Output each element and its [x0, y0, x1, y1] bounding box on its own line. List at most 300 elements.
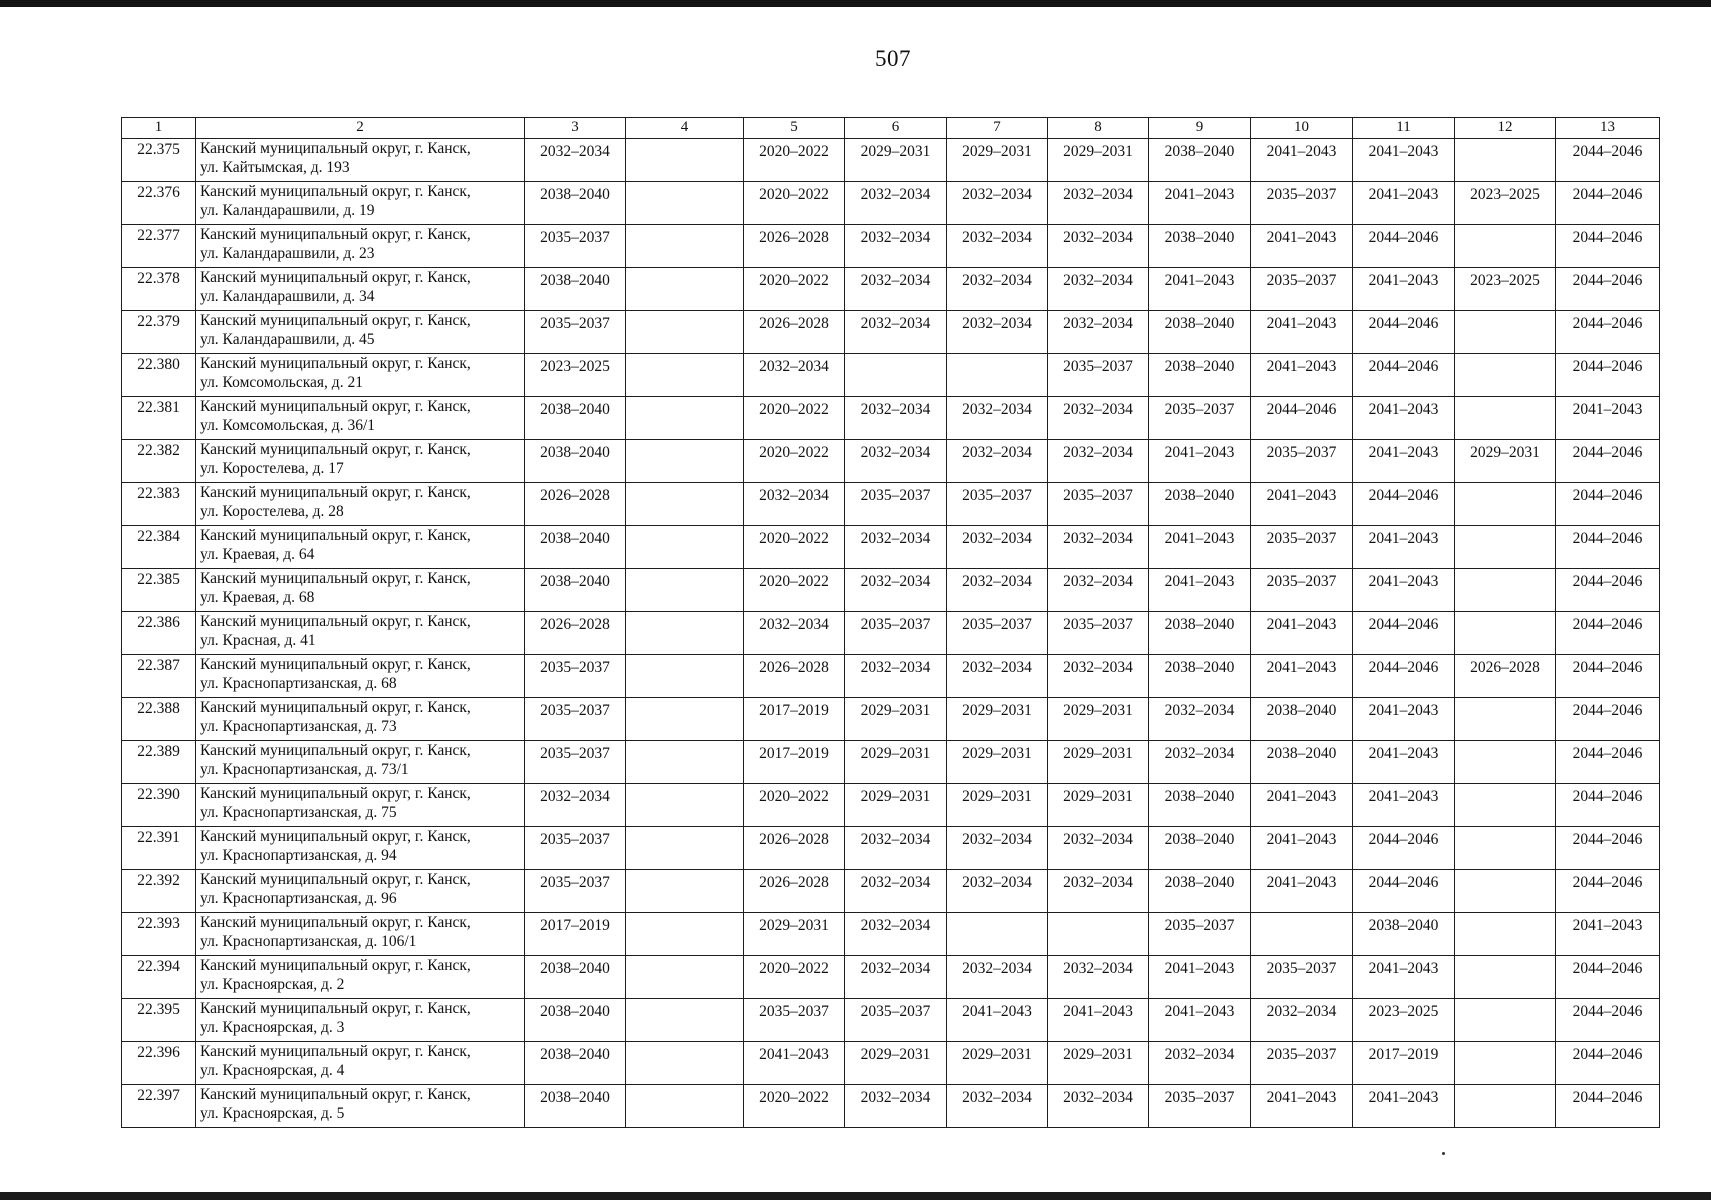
address-line-1: Канский муниципальный округ, г. Канск,: [200, 527, 471, 544]
period-cell-c6: 2032–2034: [845, 311, 947, 354]
period-cell-c9: 2035–2037: [1149, 397, 1251, 440]
period-cell-c4: [626, 311, 744, 354]
period-cell-c10: 2041–2043: [1251, 1085, 1353, 1128]
period-cell-c13: 2044–2046: [1556, 1042, 1660, 1085]
period-cell-c13: 2044–2046: [1556, 655, 1660, 698]
period-cell-c9: 2032–2034: [1149, 698, 1251, 741]
period-cell-c13: 2044–2046: [1556, 268, 1660, 311]
table-row: [122, 526, 1660, 569]
table-row: [122, 612, 1660, 655]
period-cell-c7: 2032–2034: [947, 655, 1048, 698]
period-cell-c5: 2020–2022: [744, 784, 845, 827]
table-row: [122, 956, 1660, 999]
period-cell-c13: 2044–2046: [1556, 870, 1660, 913]
period-cell-c8: 2032–2034: [1048, 397, 1149, 440]
address-line-2: ул. Краснопартизанская, д. 75: [200, 804, 397, 821]
address-cell: [196, 397, 525, 440]
period-cell-c6: 2032–2034: [845, 827, 947, 870]
period-cell-c5: 2032–2034: [744, 354, 845, 397]
period-cell-c10: 2041–2043: [1251, 612, 1353, 655]
address-line-2: ул. Красноярская, д. 5: [200, 1105, 345, 1122]
table-row: [122, 1085, 1660, 1128]
period-cell-c7: 2032–2034: [947, 870, 1048, 913]
period-cell-c9: 2041–2043: [1149, 440, 1251, 483]
period-cell-c10: 2041–2043: [1251, 870, 1353, 913]
period-cell-c6: 2032–2034: [845, 913, 947, 956]
period-cell-c3: 2026–2028: [525, 483, 626, 526]
period-cell-c12: [1455, 569, 1556, 612]
period-cell-c3: 2038–2040: [525, 526, 626, 569]
period-cell-c3: 2038–2040: [525, 268, 626, 311]
address-line-1: Канский муниципальный округ, г. Канск,: [200, 957, 471, 974]
period-cell-c10: 2035–2037: [1251, 526, 1353, 569]
period-cell-c8: 2032–2034: [1048, 225, 1149, 268]
period-cell-c7: 2032–2034: [947, 1085, 1048, 1128]
row-number-cell: 22.394: [122, 956, 196, 999]
period-cell-c5: 2020–2022: [744, 1085, 845, 1128]
address-line-1: Канский муниципальный округ, г. Канск,: [200, 441, 471, 458]
period-cell-c12: [1455, 1085, 1556, 1128]
address-line-2: ул. Краснопартизанская, д. 68: [200, 675, 397, 692]
period-cell-c5: 2020–2022: [744, 569, 845, 612]
table-row: [122, 698, 1660, 741]
address-line-1: Канский муниципальный округ, г. Канск,: [200, 742, 471, 759]
period-cell-c3: 2035–2037: [525, 741, 626, 784]
period-cell-c11: 2041–2043: [1353, 268, 1455, 311]
period-cell-c11: 2041–2043: [1353, 569, 1455, 612]
period-cell-c12: [1455, 139, 1556, 182]
address-cell: [196, 483, 525, 526]
address-line-1: Канский муниципальный округ, г. Канск,: [200, 355, 471, 372]
period-cell-c6: 2029–2031: [845, 698, 947, 741]
period-cell-c7: 2032–2034: [947, 311, 1048, 354]
period-cell-c10: 2041–2043: [1251, 827, 1353, 870]
address-cell: [196, 139, 525, 182]
period-cell-c9: 2041–2043: [1149, 526, 1251, 569]
period-cell-c12: [1455, 956, 1556, 999]
period-cell-c10: 2041–2043: [1251, 139, 1353, 182]
address-line-1: Канский муниципальный округ, г. Канск,: [200, 785, 471, 802]
period-cell-c11: 2044–2046: [1353, 225, 1455, 268]
row-number-cell: 22.395: [122, 999, 196, 1042]
page-number: 507: [875, 46, 911, 71]
period-cell-c9: 2038–2040: [1149, 139, 1251, 182]
table-row: [122, 999, 1660, 1042]
period-cell-c13: 2044–2046: [1556, 698, 1660, 741]
row-number-cell: 22.397: [122, 1085, 196, 1128]
period-cell-c7: 2032–2034: [947, 268, 1048, 311]
period-cell-c4: [626, 870, 744, 913]
period-cell-c5: 2035–2037: [744, 999, 845, 1042]
period-cell-c13: 2044–2046: [1556, 139, 1660, 182]
column-header: 5: [744, 118, 845, 139]
period-cell-c4: [626, 741, 744, 784]
table-row: [122, 311, 1660, 354]
period-cell-c5: 2020–2022: [744, 397, 845, 440]
period-cell-c6: 2032–2034: [845, 397, 947, 440]
period-cell-c12: [1455, 354, 1556, 397]
address-line-2: ул. Краснопартизанская, д. 106/1: [200, 933, 417, 950]
period-cell-c3: 2023–2025: [525, 354, 626, 397]
period-cell-c7: 2029–2031: [947, 1042, 1048, 1085]
period-cell-c4: [626, 397, 744, 440]
table-row: [122, 569, 1660, 612]
period-cell-c6: 2032–2034: [845, 225, 947, 268]
address-cell: [196, 1085, 525, 1128]
address-line-1: Канский муниципальный округ, г. Канск,: [200, 1043, 471, 1060]
period-cell-c3: 2038–2040: [525, 440, 626, 483]
table-row: [122, 354, 1660, 397]
period-cell-c5: 2020–2022: [744, 268, 845, 311]
period-cell-c7: [947, 354, 1048, 397]
address-cell: [196, 354, 525, 397]
period-cell-c4: [626, 569, 744, 612]
period-cell-c12: [1455, 999, 1556, 1042]
period-cell-c9: 2035–2037: [1149, 913, 1251, 956]
period-cell-c11: 2041–2043: [1353, 397, 1455, 440]
period-cell-c7: 2029–2031: [947, 698, 1048, 741]
period-cell-c10: 2041–2043: [1251, 784, 1353, 827]
period-cell-c7: 2032–2034: [947, 526, 1048, 569]
row-number-cell: 22.379: [122, 311, 196, 354]
address-cell: [196, 655, 525, 698]
period-cell-c8: 2032–2034: [1048, 526, 1149, 569]
period-cell-c9: 2038–2040: [1149, 354, 1251, 397]
period-cell-c13: 2044–2046: [1556, 612, 1660, 655]
address-cell: [196, 741, 525, 784]
period-cell-c4: [626, 827, 744, 870]
period-cell-c6: 2029–2031: [845, 139, 947, 182]
period-cell-c4: [626, 483, 744, 526]
period-cell-c9: 2038–2040: [1149, 483, 1251, 526]
period-cell-c5: 2029–2031: [744, 913, 845, 956]
period-cell-c4: [626, 956, 744, 999]
address-line-1: Канский муниципальный округ, г. Канск,: [200, 656, 471, 673]
period-cell-c11: 2041–2043: [1353, 698, 1455, 741]
column-number-row: [122, 118, 1660, 139]
period-cell-c6: 2035–2037: [845, 483, 947, 526]
period-cell-c11: 2041–2043: [1353, 956, 1455, 999]
period-cell-c12: [1455, 913, 1556, 956]
row-number-cell: 22.383: [122, 483, 196, 526]
address-line-1: Канский муниципальный округ, г. Канск,: [200, 269, 471, 286]
row-number-cell: 22.380: [122, 354, 196, 397]
period-cell-c4: [626, 999, 744, 1042]
address-line-1: Канский муниципальный округ, г. Канск,: [200, 1000, 471, 1017]
period-cell-c12: 2029–2031: [1455, 440, 1556, 483]
period-cell-c3: 2038–2040: [525, 569, 626, 612]
period-cell-c13: 2044–2046: [1556, 999, 1660, 1042]
period-cell-c11: 2044–2046: [1353, 311, 1455, 354]
period-cell-c13: 2044–2046: [1556, 741, 1660, 784]
address-line-1: Канский муниципальный округ, г. Канск,: [200, 570, 471, 587]
address-line-1: Канский муниципальный округ, г. Канск,: [200, 140, 471, 157]
period-cell-c8: 2029–2031: [1048, 698, 1149, 741]
column-header: 8: [1048, 118, 1149, 139]
address-line-1: Канский муниципальный округ, г. Канск,: [200, 398, 471, 415]
row-number-cell: 22.396: [122, 1042, 196, 1085]
row-number-cell: 22.392: [122, 870, 196, 913]
period-cell-c11: 2041–2043: [1353, 526, 1455, 569]
column-header: 6: [845, 118, 947, 139]
period-cell-c10: 2035–2037: [1251, 268, 1353, 311]
period-cell-c7: 2032–2034: [947, 182, 1048, 225]
scan-bottom-edge: [0, 1192, 1711, 1200]
period-cell-c6: 2032–2034: [845, 569, 947, 612]
period-cell-c3: 2038–2040: [525, 956, 626, 999]
table-header: [122, 118, 1660, 139]
table-row: [122, 139, 1660, 182]
period-cell-c3: 2038–2040: [525, 397, 626, 440]
address-line-2: ул. Красноярская, д. 3: [200, 1019, 345, 1036]
period-cell-c8: 2032–2034: [1048, 827, 1149, 870]
period-cell-c10: 2041–2043: [1251, 655, 1353, 698]
period-cell-c4: [626, 698, 744, 741]
period-cell-c10: 2038–2040: [1251, 698, 1353, 741]
period-cell-c6: 2032–2034: [845, 182, 947, 225]
row-number-cell: 22.393: [122, 913, 196, 956]
table-row: [122, 870, 1660, 913]
period-cell-c9: 2038–2040: [1149, 612, 1251, 655]
period-cell-c8: 2029–2031: [1048, 1042, 1149, 1085]
period-cell-c3: 2035–2037: [525, 698, 626, 741]
column-header: 4: [626, 118, 744, 139]
period-cell-c9: 2038–2040: [1149, 870, 1251, 913]
address-line-1: Канский муниципальный округ, г. Канск,: [200, 226, 471, 243]
address-cell: [196, 526, 525, 569]
period-cell-c13: 2044–2046: [1556, 526, 1660, 569]
period-cell-c8: 2032–2034: [1048, 440, 1149, 483]
period-cell-c11: 2044–2046: [1353, 870, 1455, 913]
row-number-cell: 22.375: [122, 139, 196, 182]
period-cell-c9: 2038–2040: [1149, 225, 1251, 268]
period-cell-c9: 2038–2040: [1149, 827, 1251, 870]
address-line-2: ул. Краснопартизанская, д. 73/1: [200, 761, 409, 778]
period-cell-c13: 2044–2046: [1556, 956, 1660, 999]
period-cell-c11: 2041–2043: [1353, 784, 1455, 827]
address-line-2: ул. Краснопартизанская, д. 94: [200, 847, 397, 864]
period-cell-c5: 2026–2028: [744, 655, 845, 698]
period-cell-c3: 2032–2034: [525, 139, 626, 182]
period-cell-c6: 2032–2034: [845, 956, 947, 999]
period-cell-c13: 2041–2043: [1556, 397, 1660, 440]
address-line-1: Канский муниципальный округ, г. Канск,: [200, 312, 471, 329]
period-cell-c8: [1048, 913, 1149, 956]
column-header: 7: [947, 118, 1048, 139]
period-cell-c7: 2032–2034: [947, 827, 1048, 870]
period-cell-c3: 2035–2037: [525, 225, 626, 268]
period-cell-c8: 2029–2031: [1048, 741, 1149, 784]
period-cell-c9: 2038–2040: [1149, 784, 1251, 827]
period-cell-c11: 2038–2040: [1353, 913, 1455, 956]
table-body: [122, 139, 1660, 1128]
period-cell-c4: [626, 784, 744, 827]
period-cell-c5: 2020–2022: [744, 526, 845, 569]
period-cell-c13: 2044–2046: [1556, 1085, 1660, 1128]
table-row: [122, 182, 1660, 225]
address-line-1: Канский муниципальный округ, г. Канск,: [200, 613, 471, 630]
address-line-2: ул. Каландарашвили, д. 45: [200, 331, 375, 348]
period-cell-c8: 2035–2037: [1048, 354, 1149, 397]
period-cell-c5: 2026–2028: [744, 225, 845, 268]
period-cell-c11: 2044–2046: [1353, 827, 1455, 870]
row-number-cell: 22.384: [122, 526, 196, 569]
row-number-cell: 22.378: [122, 268, 196, 311]
period-cell-c11: 2044–2046: [1353, 612, 1455, 655]
period-cell-c4: [626, 225, 744, 268]
table-row: [122, 655, 1660, 698]
row-number-cell: 22.387: [122, 655, 196, 698]
address-line-2: ул. Коростелева, д. 17: [200, 460, 344, 477]
repair-schedule-table: [121, 117, 1660, 1128]
address-cell: [196, 612, 525, 655]
table-row: [122, 483, 1660, 526]
row-number-cell: 22.390: [122, 784, 196, 827]
row-number-cell: 22.376: [122, 182, 196, 225]
column-header: 9: [1149, 118, 1251, 139]
column-header: 10: [1251, 118, 1353, 139]
period-cell-c10: 2035–2037: [1251, 956, 1353, 999]
period-cell-c7: 2029–2031: [947, 784, 1048, 827]
address-line-1: Канский муниципальный округ, г. Канск,: [200, 871, 471, 888]
table-row: [122, 741, 1660, 784]
period-cell-c8: 2032–2034: [1048, 182, 1149, 225]
period-cell-c11: 2041–2043: [1353, 440, 1455, 483]
address-cell: [196, 440, 525, 483]
period-cell-c4: [626, 612, 744, 655]
period-cell-c12: [1455, 1042, 1556, 1085]
period-cell-c13: 2041–2043: [1556, 913, 1660, 956]
period-cell-c3: 2035–2037: [525, 655, 626, 698]
period-cell-c8: 2032–2034: [1048, 956, 1149, 999]
period-cell-c13: 2044–2046: [1556, 311, 1660, 354]
period-cell-c12: 2026–2028: [1455, 655, 1556, 698]
period-cell-c10: 2032–2034: [1251, 999, 1353, 1042]
address-line-2: ул. Краевая, д. 64: [200, 546, 315, 563]
period-cell-c5: 2020–2022: [744, 440, 845, 483]
period-cell-c10: 2038–2040: [1251, 741, 1353, 784]
period-cell-c6: 2032–2034: [845, 440, 947, 483]
period-cell-c3: 2038–2040: [525, 1085, 626, 1128]
period-cell-c7: 2029–2031: [947, 139, 1048, 182]
period-cell-c12: [1455, 698, 1556, 741]
table-row: [122, 913, 1660, 956]
address-cell: [196, 569, 525, 612]
period-cell-c11: 2017–2019: [1353, 1042, 1455, 1085]
address-line-2: ул. Красная, д. 41: [200, 632, 316, 649]
address-line-2: ул. Комсомольская, д. 21: [200, 374, 363, 391]
column-header: 13: [1556, 118, 1660, 139]
period-cell-c6: 2032–2034: [845, 1085, 947, 1128]
period-cell-c9: 2032–2034: [1149, 1042, 1251, 1085]
period-cell-c9: 2032–2034: [1149, 741, 1251, 784]
period-cell-c6: 2032–2034: [845, 655, 947, 698]
period-cell-c13: 2044–2046: [1556, 784, 1660, 827]
row-number-cell: 22.391: [122, 827, 196, 870]
address-line-1: Канский муниципальный округ, г. Канск,: [200, 914, 471, 931]
period-cell-c10: 2035–2037: [1251, 440, 1353, 483]
period-cell-c5: 2017–2019: [744, 741, 845, 784]
period-cell-c7: [947, 913, 1048, 956]
address-line-1: Канский муниципальный округ, г. Канск,: [200, 1086, 471, 1103]
period-cell-c6: [845, 354, 947, 397]
period-cell-c4: [626, 1042, 744, 1085]
address-cell: [196, 698, 525, 741]
address-line-2: ул. Каландарашвили, д. 23: [200, 245, 375, 262]
address-cell: [196, 225, 525, 268]
table-row: [122, 225, 1660, 268]
period-cell-c7: 2032–2034: [947, 225, 1048, 268]
row-number-cell: 22.389: [122, 741, 196, 784]
period-cell-c9: 2041–2043: [1149, 268, 1251, 311]
period-cell-c12: [1455, 225, 1556, 268]
period-cell-c10: 2041–2043: [1251, 354, 1353, 397]
period-cell-c4: [626, 526, 744, 569]
period-cell-c3: 2026–2028: [525, 612, 626, 655]
period-cell-c11: 2041–2043: [1353, 139, 1455, 182]
period-cell-c5: 2041–2043: [744, 1042, 845, 1085]
table-row: [122, 268, 1660, 311]
period-cell-c7: 2032–2034: [947, 956, 1048, 999]
period-cell-c4: [626, 440, 744, 483]
period-cell-c5: 2026–2028: [744, 311, 845, 354]
address-line-2: ул. Красноярская, д. 2: [200, 976, 345, 993]
period-cell-c13: 2044–2046: [1556, 182, 1660, 225]
period-cell-c3: 2035–2037: [525, 827, 626, 870]
period-cell-c6: 2032–2034: [845, 870, 947, 913]
period-cell-c12: [1455, 311, 1556, 354]
address-cell: [196, 870, 525, 913]
address-line-2: ул. Коростелева, д. 28: [200, 503, 344, 520]
address-line-2: ул. Каландарашвили, д. 34: [200, 288, 375, 305]
period-cell-c13: 2044–2046: [1556, 225, 1660, 268]
address-cell: [196, 827, 525, 870]
table-row: [122, 827, 1660, 870]
row-number-cell: 22.388: [122, 698, 196, 741]
address-line-2: ул. Каландарашвили, д. 19: [200, 202, 375, 219]
address-line-2: ул. Краевая, д. 68: [200, 589, 315, 606]
period-cell-c12: 2023–2025: [1455, 182, 1556, 225]
period-cell-c10: 2041–2043: [1251, 311, 1353, 354]
period-cell-c6: 2035–2037: [845, 612, 947, 655]
period-cell-c3: 2017–2019: [525, 913, 626, 956]
column-header: 3: [525, 118, 626, 139]
period-cell-c5: 2026–2028: [744, 870, 845, 913]
address-line-2: ул. Краснопартизанская, д. 73: [200, 718, 397, 735]
period-cell-c4: [626, 1085, 744, 1128]
period-cell-c13: 2044–2046: [1556, 483, 1660, 526]
period-cell-c9: 2041–2043: [1149, 569, 1251, 612]
address-cell: [196, 999, 525, 1042]
period-cell-c8: 2032–2034: [1048, 569, 1149, 612]
row-number-cell: 22.382: [122, 440, 196, 483]
period-cell-c4: [626, 655, 744, 698]
period-cell-c7: 2032–2034: [947, 569, 1048, 612]
period-cell-c9: 2038–2040: [1149, 655, 1251, 698]
period-cell-c10: 2041–2043: [1251, 483, 1353, 526]
row-number-cell: 22.386: [122, 612, 196, 655]
period-cell-c13: 2044–2046: [1556, 440, 1660, 483]
row-number-cell: 22.377: [122, 225, 196, 268]
column-header: 1: [122, 118, 196, 139]
period-cell-c12: [1455, 784, 1556, 827]
period-cell-c10: 2035–2037: [1251, 182, 1353, 225]
period-cell-c10: 2035–2037: [1251, 569, 1353, 612]
period-cell-c8: 2032–2034: [1048, 870, 1149, 913]
period-cell-c12: 2023–2025: [1455, 268, 1556, 311]
period-cell-c3: 2038–2040: [525, 999, 626, 1042]
period-cell-c12: [1455, 526, 1556, 569]
